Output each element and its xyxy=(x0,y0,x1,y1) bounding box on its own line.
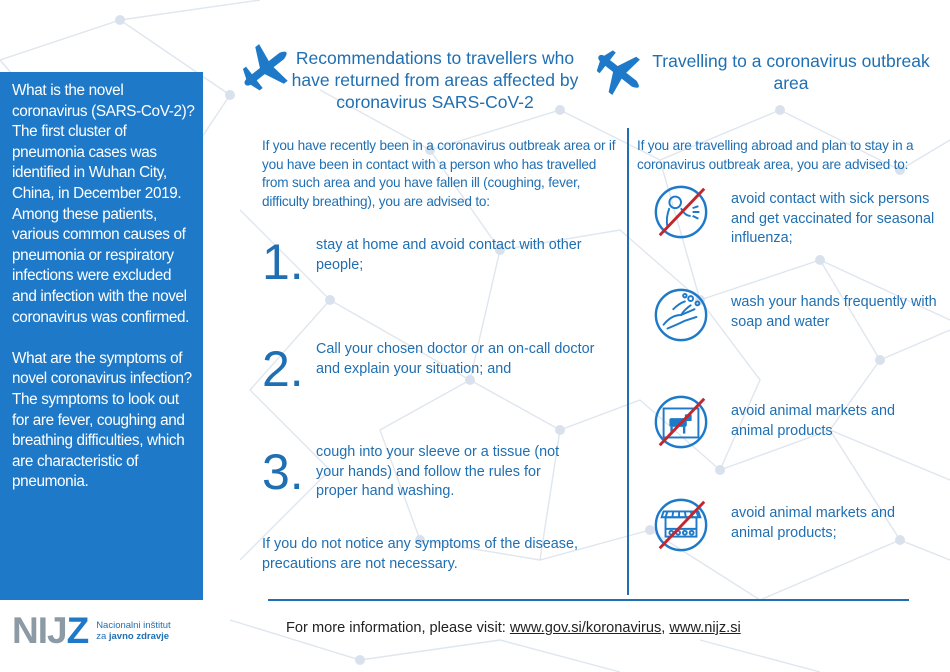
step-3-number: 3. xyxy=(262,444,304,500)
no-animals-icon xyxy=(652,393,710,451)
nijz-link[interactable]: www.nijz.si xyxy=(669,620,741,636)
sidebar-paragraph-symptoms-question: What are the symptoms of novel coronavirus infection? xyxy=(12,349,192,388)
step-3-text: cough into your sleeve or a tissue (not your hands) and follow the rules for proper hand washing. xyxy=(316,444,560,499)
advice-item-2-text: wash your hands frequently with soap and water xyxy=(731,294,937,330)
step-2-text: Call your chosen doctor or an on-call doctor and explain your situation; and xyxy=(316,341,595,377)
column-divider xyxy=(627,128,629,595)
left-section-title: Recommendations to travellers who have returned from areas affected by coronavirus SARS-CoV-2 xyxy=(291,48,579,112)
advice-item-1-text: avoid contact with sick persons and get vaccinated for seasonal influenza; xyxy=(731,191,935,246)
advice-item-4-text: avoid animal markets and animal products; xyxy=(731,505,895,541)
step-2-number: 2. xyxy=(262,341,304,397)
right-section-intro: If you are travelling abroad and plan to stay in a coronavirus outbreak area, you are advised to: xyxy=(637,138,914,172)
footer-more-info: For more information, please visit: www.gov.si/koronavirus, www.nijz.si xyxy=(286,620,741,636)
sidebar-info-panel xyxy=(0,72,203,600)
footer-divider xyxy=(268,599,909,601)
step-1-text: stay at home and avoid contact with other people; xyxy=(316,237,582,273)
gov-link[interactable]: www.gov.si/koronavirus xyxy=(509,620,662,636)
left-section-intro: If you have recently been in a coronavirus outbreak area or if you have been in contact with a person who has travelled from such area and you have fallen ill (coughing, fever, difficulty breathing), you are advised to: xyxy=(262,138,616,209)
logo-mark: NIJZ xyxy=(12,610,89,651)
no-sick-contact-icon xyxy=(652,183,710,241)
sidebar-paragraph-what-is: What is the novel coronavirus (SARS-CoV-2)? The first cluster of pneumonia cases was identified in Wuhan City, China, in December 2019. Among these patients, various common causes of pneumonia or respiratory infections were excluded and infection with the novel coronavirus was confirmed. xyxy=(12,82,195,326)
hand-washing-icon xyxy=(652,286,710,344)
sidebar-paragraph-symptoms-answer: The symptoms to look out for are fever, coughing and breathing difficulties, which are characteristic of pneumonia. xyxy=(12,390,185,491)
logo-institute-name: Nacionalni inštitut za javno zdravje xyxy=(96,620,171,642)
left-section-note: If you do not notice any symptoms of the disease, precautions are not necessary. xyxy=(262,536,578,572)
no-market-icon xyxy=(652,496,710,554)
right-section-title: Travelling to a coronavirus outbreak area xyxy=(652,51,930,93)
step-1-number: 1. xyxy=(262,234,304,290)
advice-item-3-text: avoid animal markets and animal products xyxy=(731,403,895,439)
nijz-logo xyxy=(12,611,171,651)
airplane-landing-icon xyxy=(590,43,646,99)
